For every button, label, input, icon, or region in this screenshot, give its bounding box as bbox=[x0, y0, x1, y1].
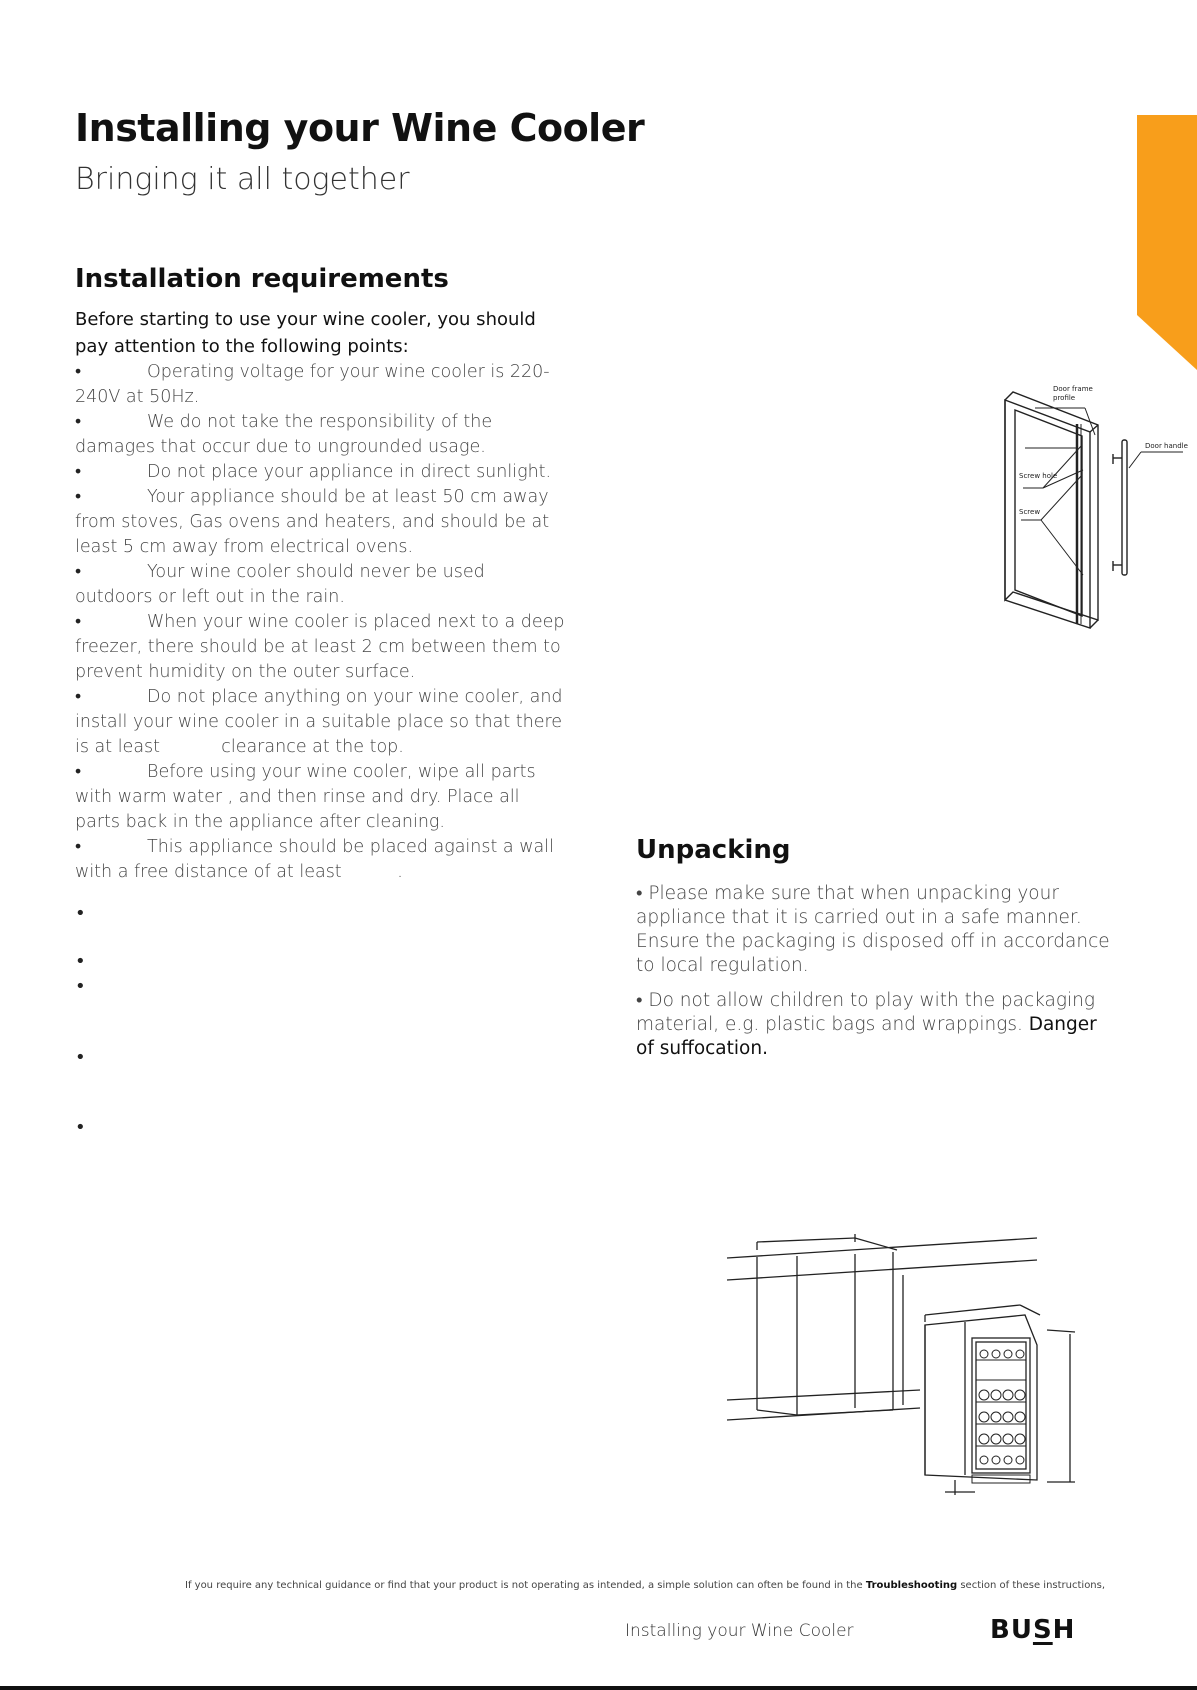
troubleshooting-reference: Troubleshooting bbox=[865, 1580, 958, 1591]
page-title: Installing your Wine Cooler bbox=[75, 106, 645, 150]
list-item: • When your wine cooler is placed next to a deep freezer, there should be at least 2 cm between them to prevent humidity on the outer surface. bbox=[75, 610, 565, 685]
list-item: • Your appliance should be at least 50 cm away from stoves, Gas ovens and heaters, and should be at least 5 cm away from electrical ovens. bbox=[75, 485, 565, 560]
installation-intro: Before starting to use your wine cooler, you should pay attention to the following points: bbox=[75, 309, 536, 357]
page-subtitle: Bringing it all together bbox=[75, 162, 410, 197]
list-item: • We do not take the responsibility of the damages that occur due to ungrounded usage. bbox=[75, 410, 565, 460]
unpacking-paragraph-2: • Do not allow children to play with the packaging material, e.g. plastic bags and wrappings. Danger of suffocation. bbox=[636, 990, 1097, 1059]
empty-bullet: • bbox=[75, 1117, 86, 1138]
screw-hole-label: Screw hole bbox=[1019, 472, 1058, 480]
installation-requirements-list bbox=[75, 360, 569, 885]
list-item: • Do not place anything on your wine cooler, and install your wine cooler in a suitable place so that there is at least clearance at the top. bbox=[75, 685, 565, 760]
door-reversal-diagram bbox=[995, 380, 1195, 630]
built-in-installation-diagram bbox=[725, 1230, 1090, 1500]
door-handle-label: Door handle bbox=[1145, 442, 1188, 450]
screw-label: Screw bbox=[1019, 508, 1041, 516]
empty-bullet: • bbox=[75, 1047, 86, 1068]
unpacking-paragraph-1: • Please make sure that when unpacking your appliance that it is carried out in a safe manner. Ensure the packaging is disposed off in accordance to local regulation. bbox=[636, 883, 1110, 976]
footer-page-title: Installing your Wine Cooler bbox=[625, 1621, 854, 1641]
empty-bullet: • bbox=[75, 951, 86, 972]
list-item: • Before using your wine cooler, wipe all parts with warm water , and then rinse and dry. Place all parts back in the appliance after cleaning. bbox=[75, 760, 565, 835]
empty-bullet: • bbox=[75, 903, 86, 924]
suffocation-warning: Danger of suffocation. bbox=[636, 1014, 1097, 1059]
list-item: • This appliance should be placed against a wall with a free distance of at least . bbox=[75, 835, 565, 885]
list-item: • Do not place your appliance in direct sunlight. bbox=[75, 460, 565, 485]
footer-note: If you require any technical guidance or find that your product is not operating as intended, a simple solution can often be found in the Troubleshooting section of these instructions, bbox=[185, 1580, 1106, 1591]
profile-label: profile bbox=[1053, 394, 1076, 402]
door-frame-label: Door frame bbox=[1053, 385, 1093, 393]
list-item: • Operating voltage for your wine cooler is 220-240V at 50Hz. bbox=[75, 360, 565, 410]
list-item: • Your wine cooler should never be used outdoors or left out in the rain. bbox=[75, 560, 565, 610]
installation-requirements-heading: Installation requirements bbox=[75, 264, 449, 294]
bottom-rule bbox=[0, 1686, 1197, 1690]
empty-bullet: • bbox=[75, 976, 86, 997]
unpacking-heading: Unpacking bbox=[636, 835, 791, 865]
orange-section-tab bbox=[1137, 115, 1197, 370]
bush-logo: BUSH bbox=[990, 1615, 1076, 1645]
